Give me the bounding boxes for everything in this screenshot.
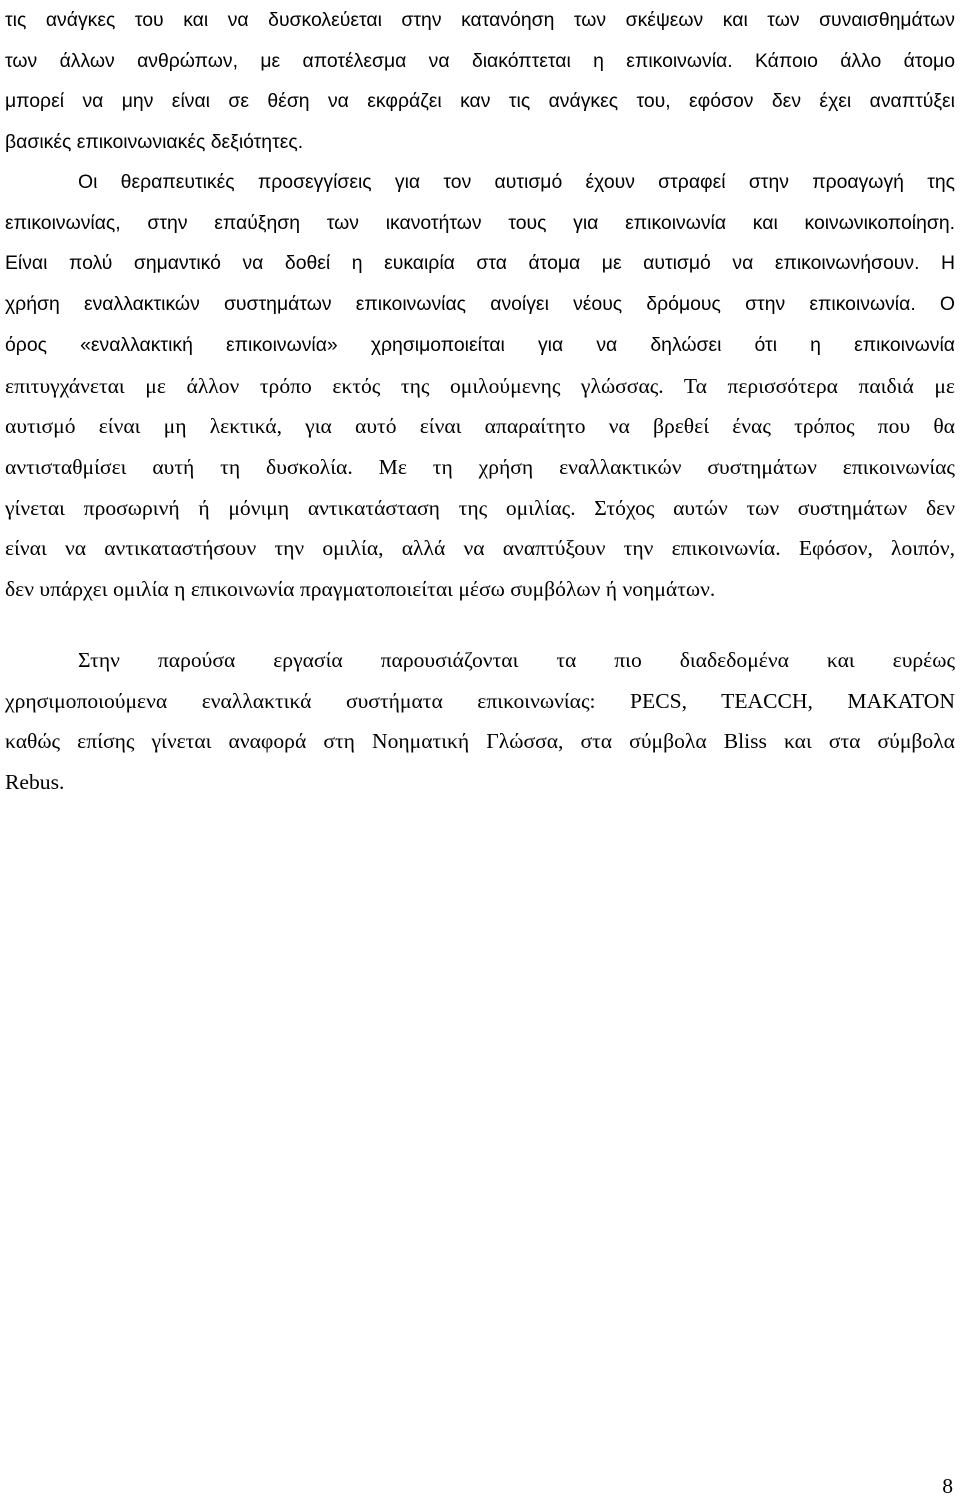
paragraph-2: [5, 162, 955, 610]
paragraph-1-line: τις ανάγκες του και να δυσκολεύεται στην κατανόηση των σκέψεων και των συναισθημάτων: [5, 9, 955, 31]
paragraph-3-line: Rebus.: [5, 770, 65, 795]
paragraph-2-line: επικοινωνίας, στην επαύξηση των ικανοτήτων τους για επικοινωνία και κοινωνικοποίηση.: [5, 211, 955, 234]
paragraph-2-line: αυτισμό είναι μη λεκτικά, για αυτό είναι απαραίτητο να βρεθεί ένας τρόπος που θα: [5, 414, 955, 439]
paragraph-1-line: των άλλων ανθρώπων, με αποτέλεσμα να διακόπτεται η επικοινωνία. Κάποιο άλλο άτομο: [5, 49, 955, 72]
paragraph-3-line: Στην παρούσα εργασία παρουσιάζονται τα πιο διαδεδομένα και ευρέως: [78, 648, 955, 672]
paragraph-1: [5, 0, 955, 163]
paragraph-3-line: χρησιμοποιούμενα εναλλακτικά συστήματα επικοινωνίας: PECS, TEACCH, MAKATON: [5, 688, 955, 713]
paragraph-3: [5, 640, 955, 803]
paragraph-2-line: είναι να αντικαταστήσουν την ομιλία, αλλά να αναπτύξουν την επικοινωνία. Εφόσον, λοιπόν,: [5, 536, 955, 561]
paragraph-2-line: Είναι πολύ σημαντικό να δοθεί η ευκαιρία στα άτομα με αυτισμό να επικοινωνήσουν. Η: [5, 252, 955, 275]
paragraph-2-line: Οι θεραπευτικές προσεγγίσεις για τον αυτισμό έχουν στραφεί στην προαγωγή της: [78, 171, 955, 193]
paragraph-2-line: δεν υπάρχει ομιλία η επικοινωνία πραγματοποιείται μέσω συμβόλων ή νοημάτων.: [5, 577, 716, 602]
paragraph-3-line: καθώς επίσης γίνεται αναφορά στη Νοηματική Γλώσσα, στα σύμβολα Bliss και στα σύμβολα: [5, 729, 955, 754]
paragraph-2-line: γίνεται προσωρινή ή μόνιμη αντικατάσταση της ομιλίας. Στόχος αυτών των συστημάτων δεν: [5, 495, 955, 520]
paragraph-2-line: όρος «εναλλακτική επικοινωνία» χρησιμοποιείται για να δηλώσει ότι η επικοινωνία: [5, 333, 955, 356]
page-number: 8: [942, 1474, 953, 1498]
paragraph-2-line: χρήση εναλλακτικών συστημάτων επικοινωνίας ανοίγει νέους δρόμους στην επικοινωνία. Ο: [5, 293, 955, 316]
paragraph-2-line: αντισταθμίσει αυτή τη δυσκολία. Με τη χρήση εναλλακτικών συστημάτων επικοινωνίας: [5, 454, 955, 479]
paragraph-1-line: μπορεί να μην είναι σε θέση να εκφράζει καν τις ανάγκες του, εφόσον δεν έχει αναπτύξει: [5, 90, 955, 113]
paragraph-1-line: βασικές επικοινωνιακές δεξιότητες.: [5, 131, 304, 154]
paragraph-2-line: επιτυγχάνεται με άλλον τρόπο εκτός της ομιλούμενης γλώσσας. Τα περισσότερα παιδιά με: [5, 373, 955, 398]
